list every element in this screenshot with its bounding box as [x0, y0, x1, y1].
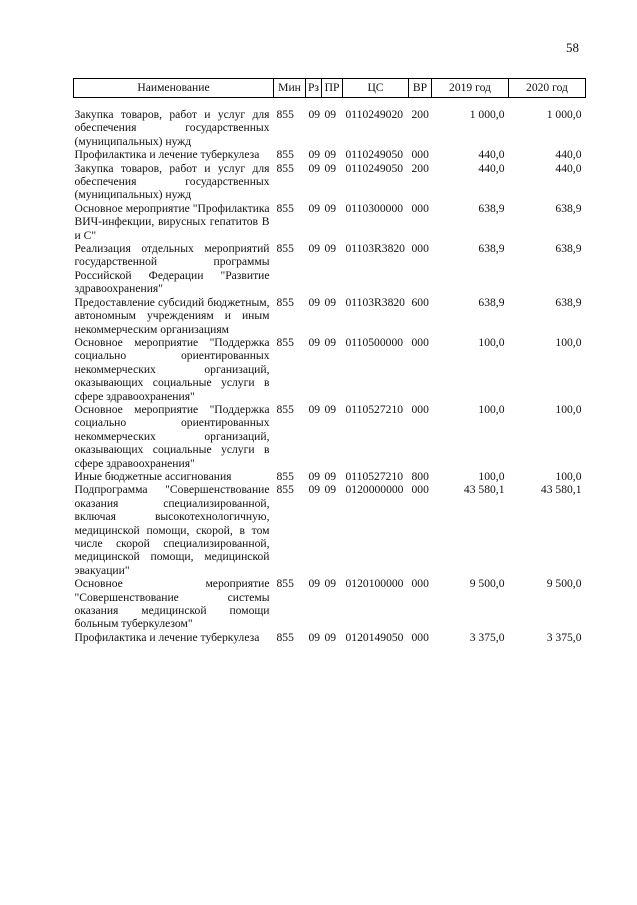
table-row — [74, 470, 586, 483]
row-name: Профилактика и лечение туберкулеза — [74, 630, 260, 644]
row-amount-2020: 100,0 — [555, 402, 582, 416]
row-rz: 09 — [308, 148, 321, 162]
row-min: 855 — [276, 242, 294, 256]
row-min: 855 — [276, 469, 294, 483]
row-pr: 09 — [324, 483, 337, 497]
table-row — [74, 148, 586, 161]
budget-table — [73, 78, 586, 644]
row-amount-2020: 9 500,0 — [546, 577, 582, 591]
row-min: 855 — [276, 161, 294, 175]
row-name: Закупка товаров, работ и услуг для обеспечения государственных (муниципальных) нужд — [74, 108, 270, 148]
column-header-2019: 2019 год — [432, 79, 509, 98]
row-cs: 0120149050 — [345, 630, 404, 644]
row-pr: 09 — [324, 402, 337, 416]
row-amount-2019: 638,9 — [478, 242, 505, 256]
row-min: 855 — [276, 577, 294, 591]
row-name: Подпрограмма "Совершенствование оказания специализированной, включая высокотехнологичную, медицинской помощи, скорой, в том числе скорой специализированной, медицинской помощи, медицинской эвакуации" — [74, 483, 270, 577]
row-rz: 09 — [308, 161, 321, 175]
row-amount-2020: 3 375,0 — [546, 630, 582, 644]
row-cs: 0120000000 — [345, 483, 404, 497]
row-pr: 09 — [324, 161, 337, 175]
row-name: Иные бюджетные ассигнования — [74, 469, 232, 483]
table-header-row — [74, 79, 586, 98]
row-amount-2019: 100,0 — [478, 335, 505, 349]
column-header-2020: 2020 год — [509, 79, 586, 98]
row-pr: 09 — [324, 242, 337, 256]
row-pr: 09 — [324, 630, 337, 644]
row-name: Основное мероприятие "Совершенствование системы оказания медицинской помощи больным туберкулезом" — [74, 577, 270, 631]
row-cs: 0110249020 — [345, 108, 404, 121]
row-cs: 01103R3820 — [345, 295, 405, 309]
row-name: Предоставление субсидий бюджетным, автономным учреждениям и иным некоммерческим организациям — [74, 295, 270, 336]
row-cs: 0110527210 — [345, 469, 404, 483]
row-min: 855 — [276, 402, 294, 416]
row-vr: 200 — [411, 161, 429, 175]
row-amount-2019: 440,0 — [478, 148, 505, 162]
row-pr: 09 — [324, 148, 337, 162]
row-name: Профилактика и лечение туберкулеза — [74, 148, 260, 162]
row-cs: 0110249050 — [345, 161, 404, 175]
row-cs: 0120100000 — [345, 577, 404, 591]
row-rz: 09 — [308, 242, 321, 256]
row-amount-2019: 3 375,0 — [469, 630, 505, 644]
table-row — [74, 108, 586, 148]
row-pr: 09 — [324, 577, 337, 591]
row-amount-2019: 100,0 — [478, 469, 505, 483]
row-amount-2019: 43 580,1 — [463, 483, 505, 497]
row-min: 855 — [276, 630, 294, 644]
row-pr: 09 — [324, 201, 337, 215]
row-rz: 09 — [308, 577, 321, 591]
row-rz: 09 — [308, 483, 321, 497]
row-amount-2020: 638,9 — [555, 201, 582, 215]
row-name: Основное мероприятие "Поддержка социально ориентированных некоммерческих организаций, оказывающих социальные услуги в сфере здравоохранения" — [74, 335, 270, 403]
row-amount-2019: 638,9 — [478, 201, 505, 215]
column-header-vr: ВР — [409, 79, 432, 98]
row-vr: 000 — [411, 402, 429, 416]
row-amount-2020: 100,0 — [555, 469, 582, 483]
row-pr: 09 — [324, 335, 337, 349]
row-pr: 09 — [324, 108, 337, 121]
table-row — [74, 483, 586, 577]
row-rz: 09 — [308, 108, 321, 121]
table-row — [74, 577, 586, 631]
row-min: 855 — [276, 483, 294, 497]
row-amount-2019: 100,0 — [478, 402, 505, 416]
row-vr: 600 — [411, 295, 429, 309]
row-amount-2020: 440,0 — [555, 148, 582, 162]
row-name: Основное мероприятие "Поддержка социально ориентированных некоммерческих организаций, оказывающих социальные услуги в сфере здравоохранения" — [74, 402, 270, 470]
row-pr: 09 — [324, 469, 337, 483]
row-name: Основное мероприятие "Профилактика ВИЧ-инфекции, вирусных гепатитов В и С" — [74, 201, 270, 242]
row-amount-2020: 1 000,0 — [546, 108, 582, 121]
row-vr: 200 — [411, 108, 429, 121]
table-row — [74, 242, 586, 296]
row-vr: 000 — [411, 242, 429, 256]
row-cs: 0110500000 — [345, 335, 404, 349]
row-min: 855 — [276, 108, 294, 121]
table-row — [74, 202, 586, 242]
row-vr: 800 — [411, 469, 429, 483]
table-row — [74, 336, 586, 403]
row-vr: 000 — [411, 577, 429, 591]
row-rz: 09 — [308, 335, 321, 349]
table-row — [74, 296, 586, 336]
row-rz: 09 — [308, 295, 321, 309]
row-name: Закупка товаров, работ и услуг для обеспечения государственных (муниципальных) нужд — [74, 161, 270, 202]
row-amount-2020: 638,9 — [555, 295, 582, 309]
row-vr: 000 — [411, 630, 429, 644]
row-cs: 0110527210 — [345, 402, 404, 416]
row-cs: 0110300000 — [345, 201, 404, 215]
row-amount-2019: 638,9 — [478, 295, 505, 309]
table-row — [74, 403, 586, 470]
row-cs: 0110249050 — [345, 148, 404, 162]
table-body — [74, 98, 586, 645]
row-min: 855 — [276, 148, 294, 162]
row-vr: 000 — [411, 201, 429, 215]
row-rz: 09 — [308, 469, 321, 483]
column-header-min: Мин — [274, 79, 306, 98]
column-header-rz: Рз — [306, 79, 322, 98]
row-vr: 000 — [411, 335, 429, 349]
row-name: Реализация отдельных мероприятий государственной программы Российской Федерации "Развитие здравоохранения" — [74, 242, 270, 296]
row-min: 855 — [276, 335, 294, 349]
row-vr: 000 — [411, 483, 429, 497]
row-amount-2020: 638,9 — [555, 242, 582, 256]
row-min: 855 — [276, 295, 294, 309]
row-amount-2020: 440,0 — [555, 161, 582, 175]
page-number: 58 — [566, 40, 579, 55]
row-min: 855 — [276, 201, 294, 215]
row-amount-2019: 440,0 — [478, 161, 505, 175]
row-amount-2020: 100,0 — [555, 335, 582, 349]
row-amount-2019: 1 000,0 — [469, 108, 505, 121]
table-row — [74, 162, 586, 202]
row-rz: 09 — [308, 630, 321, 644]
row-cs: 01103R3820 — [345, 242, 405, 256]
column-header-name: Наименование — [74, 79, 274, 98]
column-header-cs: ЦС — [343, 79, 409, 98]
row-rz: 09 — [308, 201, 321, 215]
row-rz: 09 — [308, 402, 321, 416]
row-amount-2019: 9 500,0 — [469, 577, 505, 591]
column-header-pr: ПР — [322, 79, 343, 98]
row-vr: 000 — [411, 148, 429, 162]
row-amount-2020: 43 580,1 — [540, 483, 582, 497]
table-row — [74, 631, 586, 644]
row-pr: 09 — [324, 295, 337, 309]
